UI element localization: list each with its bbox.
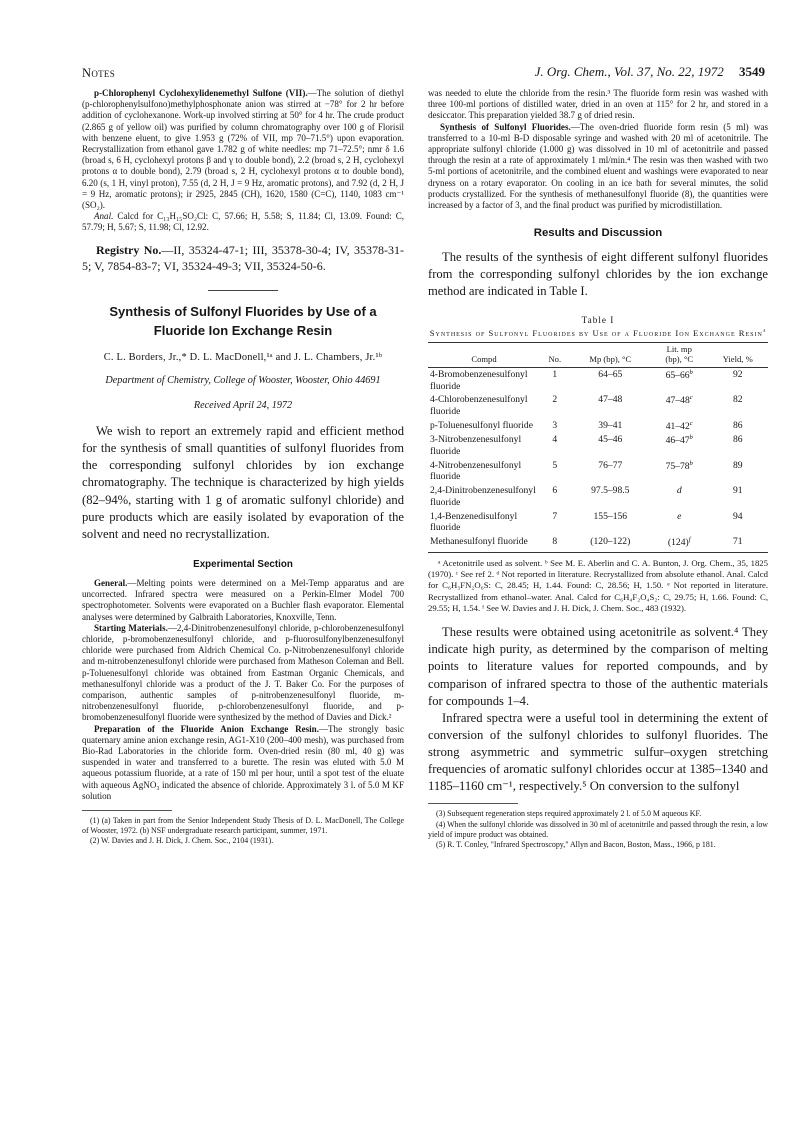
footnote-rule-right	[428, 803, 518, 804]
cell-mp	[570, 367, 651, 393]
cell-lit-mp	[651, 393, 707, 418]
cell-number-text: 2	[552, 394, 558, 406]
anal-label: Anal.	[94, 211, 114, 222]
received-date: Received April 24, 1972	[193, 400, 293, 412]
cell-yield	[707, 459, 768, 484]
lit-note-mark: b	[689, 459, 693, 467]
results-intro	[428, 249, 768, 300]
registry-label: Registry No.	[96, 242, 162, 257]
cell-mp	[570, 419, 651, 434]
cell-mp-text: 155–156	[593, 510, 628, 522]
cell-yield-text: 91	[732, 485, 743, 497]
cell-number-text: 8	[552, 535, 558, 547]
synthesis-label: Synthesis of Sulfonyl Fluorides.	[440, 121, 571, 132]
cell-compound-text: Methanesulfonyl fluoride	[430, 535, 528, 547]
table-row	[428, 484, 768, 509]
lit-note-mark: c	[689, 419, 693, 427]
col-lit-mp-line1: Lit. mp	[666, 344, 692, 355]
prev-article-experimental	[82, 88, 404, 234]
cell-yield-text: 92	[732, 368, 743, 380]
experimental-heading: Experimental Section	[193, 558, 293, 570]
cell-number	[540, 535, 570, 552]
starting-materials-paragraph	[82, 623, 404, 724]
table-row	[428, 367, 768, 393]
cell-mp	[570, 393, 651, 418]
cell-lit-mp	[651, 459, 707, 484]
registry-numbers	[82, 242, 404, 275]
cell-number	[540, 433, 570, 458]
general-label: General.	[94, 577, 128, 588]
cell-yield	[707, 484, 768, 509]
synthesis-text: —The oven-dried fluoride form resin (5 ml) was transferred to a 10-ml B-D disposable syringe and washed with 20 ml of acetonitrile. The appropriate sulfonyl chloride (1.000 g) was dissolved in 10 ml of acetonitrile and passed through the resin at a rate of approximately 1 ml/min.⁴ The resin was then washed with two 5-ml portions of acetonitrile, and the combined eluent and washings were evaporated to near dryness on a rotary evaporator. On cooling in an ice bath for several minutes, the solid products crystallized. For the synthesis of methanesulfonyl fluoride (8), the quantities were increased by a factor of 3, and the final product was purified by microdistillation.	[428, 121, 768, 211]
table-row	[428, 535, 768, 552]
results-discussion	[428, 624, 768, 795]
abstract-text: We wish to report an extremely rapid and efficient method for the synthesis of small quantities of sulfonyl fluorides from the corresponding sulfonyl chlorides by ion exchange chromatography. The technique is characterized by high yields (82–94%, starting with 1 g of aromatic sulfonyl chloride) and pure products which are easily isolated by evaporation of the solvent and need no recrystallization.	[82, 424, 404, 541]
article-divider	[208, 290, 278, 291]
cell-mp	[570, 535, 651, 552]
cell-yield-text: 82	[732, 394, 743, 406]
cell-lit-mp	[651, 433, 707, 458]
cell-mp-text: 64–65	[598, 368, 623, 380]
col-mp: Mp (bp), °C	[570, 343, 651, 368]
results-table	[428, 342, 768, 553]
col-compd: Compd	[428, 343, 540, 368]
resin-prep-continued: was needed to elute the chloride from the resin.³ The fluoride form resin was washed with three 100-ml portions of distilled water, dried in an oven at 115° for 2 hr, and stored in a desiccator. This preparation yielded 38.7 g of dried resin.	[428, 88, 768, 121]
lit-note-mark: b	[689, 368, 693, 376]
analysis-paragraph	[82, 211, 404, 233]
registry-text: —II, 35324-47-1; III, 35378-30-4; IV, 35378-31-5; V, 7854-83-7; VI, 35324-49-3; VII, 35324-50-6.	[82, 242, 405, 273]
cell-number-text: 3	[552, 419, 558, 431]
cell-yield-text: 86	[732, 419, 743, 431]
cell-lit-mp	[651, 535, 707, 552]
prep-label: Preparation of the Fluoride Anion Exchange Resin.	[94, 723, 319, 734]
table-row	[428, 510, 768, 535]
cell-number-text: 7	[552, 510, 558, 522]
cell-lit-mp	[651, 484, 707, 509]
general-text: —Melting points were determined on a Mel-Temp apparatus and are uncorrected. Infrared spectra were measured on a Perkin-Elmer Model 700 spectrophotometer. Solvents were evaporated on a Buchler flash evaporator. Elemental analyses were determined by Galbraith Laboratories, Knoxville, Tenn.	[82, 577, 404, 622]
results-heading: Results and Discussion	[533, 227, 663, 240]
cell-number	[540, 419, 570, 434]
table-row	[428, 419, 768, 434]
cell-yield-text: 71	[732, 535, 743, 547]
lit-note-mark: f	[688, 535, 691, 543]
cell-yield	[707, 393, 768, 418]
cell-mp-text: 97.5–98.5	[591, 485, 630, 497]
cell-lit-mp-text: d	[676, 485, 682, 497]
table-label: Table I	[581, 314, 615, 325]
cell-yield	[707, 433, 768, 458]
cell-number-text: 6	[552, 485, 558, 497]
page-number: 3549	[739, 64, 765, 79]
left-column	[82, 88, 404, 1117]
cell-number	[540, 484, 570, 509]
cell-compound	[428, 393, 540, 418]
cell-lit-mp-text: 65–66	[665, 369, 690, 381]
cell-number	[540, 510, 570, 535]
lit-note-mark: c	[689, 394, 693, 402]
cell-yield	[707, 510, 768, 535]
footnotes-right	[428, 809, 768, 849]
cell-yield-text: 86	[732, 434, 743, 446]
compound-paragraph	[82, 88, 404, 211]
page-header-left: Notes	[82, 66, 116, 80]
cell-lit-mp	[651, 419, 707, 434]
table-caption-text: Synthesis of Sulfonyl Fluorides by Use of a Fluoride Ion Exchange Resin	[429, 327, 763, 338]
col-no: No.	[540, 343, 570, 368]
resin-prep-paragraph	[82, 724, 404, 802]
right-column	[428, 88, 768, 1117]
cell-mp	[570, 459, 651, 484]
footnote-5: (5) R. T. Conley, "Infrared Spectroscopy," Allyn and Bacon, Boston, Mass., 1966, p 181.	[436, 839, 716, 849]
page-header-right	[535, 64, 765, 80]
cell-compound-text: 1,4-Benzenedisulfonyl fluoride	[430, 510, 518, 534]
article-affiliation: Department of Chemistry, College of Wooster, Wooster, Ohio 44691	[105, 375, 381, 387]
cell-lit-mp-text: e	[677, 510, 682, 522]
cell-compound	[428, 510, 540, 535]
cell-number-text: 1	[552, 368, 558, 380]
cell-lit-mp-text: 47–48	[665, 395, 690, 407]
cell-number-text: 4	[552, 434, 558, 446]
abstract	[82, 423, 404, 543]
cell-yield-text: 89	[732, 459, 743, 471]
cell-compound-text: p-Toluenesulfonyl fluoride	[430, 419, 533, 431]
table-footnotes	[428, 558, 768, 615]
cell-compound	[428, 459, 540, 484]
col-lit-mp	[651, 343, 707, 368]
cell-compound-text: 4-Nitrobenzenesulfonyl fluoride	[430, 459, 522, 483]
prep-text: —The strongly basic quaternary amine anion exchange resin, AG1-X10 (200–400 mesh), was purchased from Bio-Rad Laboratories in the chloride form. Oven-dried resin (80 ml, 40 g) was suspended in water and transferred to a burette. The resin was eluted with 5.0 M aqueous potassium fluoride, at a rate of 150 ml per hour, until a spot test of the eluate with aqueous AgNO₃ indicated the absence of chloride. Approximately 3 l. of 5.0 M KF solution	[82, 723, 404, 801]
table-row	[428, 393, 768, 418]
table-caption	[428, 327, 768, 339]
cell-compound-text: 4-Chlorobenzenesulfonyl fluoride	[430, 394, 528, 417]
col-yield: Yield, %	[707, 343, 768, 368]
cell-compound-text: 3-Nitrobenzenesulfonyl fluoride	[430, 434, 522, 458]
table-row	[428, 459, 768, 484]
table-body	[428, 367, 768, 552]
cell-compound	[428, 535, 540, 552]
cell-compound-text: 2,4-Dinitrobenzenesulfonyl fluoride	[430, 485, 536, 508]
cell-lit-mp-text: 46–47	[665, 435, 690, 447]
cell-yield	[707, 419, 768, 434]
cell-compound	[428, 433, 540, 458]
cell-lit-mp-text: (124)	[667, 536, 689, 548]
cell-mp-text: (120–122)	[590, 535, 631, 547]
cell-lit-mp-text: 41–42	[665, 420, 690, 432]
cell-lit-mp	[651, 367, 707, 393]
synthesis-paragraph	[428, 122, 768, 212]
footnote-4: (4) When the sulfonyl chloride was dissolved in 30 ml of acetonitrile and passed through the resin, a low yield of impure product was obtained.	[428, 819, 768, 839]
table-header-row	[428, 343, 768, 368]
general-paragraph	[82, 578, 404, 623]
anal-text: Calcd for C₁₃H₁₅SO₂Cl: C, 57.66; H, 5.58; S, 11.84; Cl, 13.09. Found: C, 57.79; H, 5.67; S, 11.98; Cl, 12.92.	[82, 211, 405, 233]
results-paragraph-1: The results of the synthesis of eight different sulfonyl fluorides from the corresponding sulfonyl chlorides by the ion exchange method are indicated in Table I.	[428, 250, 768, 299]
cell-yield-text: 94	[732, 510, 743, 522]
cell-number	[540, 459, 570, 484]
cell-lit-mp-text: 75–78	[665, 460, 690, 472]
starting-label: Starting Materials.	[94, 622, 168, 633]
table-row	[428, 433, 768, 458]
cell-mp-text: 76–77	[598, 459, 623, 471]
article-authors: C. L. Borders, Jr.,* D. L. MacDonell,¹ᵃ and J. L. Chambers, Jr.¹ᵇ	[103, 352, 383, 364]
experimental-body	[82, 578, 404, 802]
footnote-1: (1) (a) Taken in part from the Senior Independent Study Thesis of D. L. MacDonell, The College of Wooster, 1972. (b) NSF undergraduate research participant, summer, 1971.	[82, 815, 404, 836]
footnotes-left	[82, 816, 404, 846]
cell-mp-text: 47–48	[598, 394, 623, 406]
results-paragraph-2: These results were obtained using acetonitrile as solvent.⁴ They indicate high purity, as determined by the comparison of melting points to literature values for reported compounds, and by comparison of infrared spectra to those of the authentic materials for compounds 1–4.	[428, 625, 768, 708]
cell-yield	[707, 367, 768, 393]
cell-compound	[428, 484, 540, 509]
footnote-rule-left	[82, 810, 172, 811]
cell-number-text: 5	[552, 459, 558, 471]
table-notes-text: ᵃ Acetonitrile used as solvent. ᵇ See M. E. Aberlin and C. A. Bunton, J. Org. Chem., 35, 1825 (1970). ᶜ See ref 2. ᵈ Not reported in literature. Recrystallized from absolute ethanol. Anal. Calcd for C₆H₃FN₂O₆S: C, 28.45; H, 1.44. Found: C, 28.56; H, 1.50. ᵉ Not reported in literature. Recrystallized from ethanol–water. Anal. Calcd for C₆H₄F₂O₄S₂: C, 29.75; H, 1.66. Found: C, 29.55; H, 1.54. ᶠ See W. Davies and J. H. Dick, J. Chem. Soc., 483 (1932).	[428, 557, 768, 613]
footnote-2: (2) W. Davies and J. H. Dick, J. Chem. Soc., 2104 (1931).	[90, 836, 274, 846]
cell-mp-text: 45–46	[598, 434, 623, 446]
compound-heading: p-Chlorophenyl Cyclohexylidenemethyl Sulfone (VII).	[94, 88, 308, 98]
article-title: Synthesis of Sulfonyl Fluorides by Use of a Fluoride Ion Exchange Resin	[109, 304, 377, 338]
lit-note-mark: b	[689, 434, 693, 442]
table-caption-mark: a	[762, 327, 767, 334]
col-lit-mp-line2: (bp), °C	[665, 353, 694, 364]
cell-mp	[570, 433, 651, 458]
cell-lit-mp	[651, 510, 707, 535]
cell-mp	[570, 484, 651, 509]
cell-number	[540, 393, 570, 418]
cell-compound	[428, 419, 540, 434]
experimental-continued	[428, 88, 768, 211]
cell-mp-text: 39–41	[598, 419, 623, 431]
compound-text: —The solution of diethyl (p-chlorophenylsulfono)methylphosphonate anion was stirred at −78° for 2 hr before addition of cyclohexanone. Work-up involved stirring at 50° for 4 hr. The crude product (2.865 g of yellow oil) was purified by column chromatography over 100 g of Florisil with benzene eluent, to give 1.953 g (72% of VII, mp 70–71.5°) upon evaporation. Recrystallization from ethanol gave 1.782 g of white needles: mp 71–72.5°; nmr δ 1.6 (broad s, 6 H, cyclohexyl protons β and γ to double bond), 2.2 (broad s, 2 H, cyclohexyl protons α to double bond), 2.79 (broad s, 2 H, cyclohexyl protons α to double bond), 6.20 (s, 1 H, vinyl proton), 7.55 (d, 2 H, J = 9 Hz, aromatic protons), and 7.92 (d, 2 H, J = 9 Hz, aromatic protons); ir 2925, 2845 (CH), 1620, 1580 (C=C), 1140, 1083 cm⁻¹ (SO₂).	[82, 88, 404, 211]
cell-compound-text: 4-Bromobenzenesulfonyl fluoride	[430, 368, 528, 392]
footnote-3: (3) Subsequent regeneration steps required approximately 2 l. of 5.0 M aqueous KF.	[436, 809, 702, 819]
starting-text: —2,4-Dinitrobenzenesulfonyl chloride, p-chlorobenzenesulfonyl chloride, p-bromobenzenesulfonyl chloride, and p-fluorosulfonylbenzenesulfonyl chloride were purchased from Aldrich Chemical Co. p-Nitrobenzenesulfonyl chloride and m-nitrobenzenesulfonyl chloride were purchased from Matheson Coleman and Bell. p-Toluenesulfonyl chloride was obtained from Eastman Organic Chemicals, and methanesulfonyl chloride was a product of the J. T. Baker Co. For the purposes of comparison, authentic samples of p-nitrobenzenesulfonyl fluoride, m-nitrobenzenesulfonyl fluoride, p-chlorobenzenesulfonyl fluoride, and p-bromobenzenesulfonyl fluoride were synthesized by the method of Davies and Dick.²	[82, 622, 404, 723]
journal-citation: J. Org. Chem., Vol. 37, No. 22, 1972	[534, 64, 724, 79]
cell-compound	[428, 367, 540, 393]
cell-number	[540, 367, 570, 393]
results-paragraph-3: Infrared spectra were a useful tool in determining the extent of conversion of the sulfonyl chlorides to sulfonyl fluorides. The strong asymmetric and symmetric sulfur–oxygen stretching frequencies of aromatic sulfonyl chlorides occur at 1385–1340 and 1185–1160 cm⁻¹, respectively.⁵ On conversion to the sulfonyl	[428, 710, 768, 794]
cell-yield	[707, 535, 768, 552]
cell-mp	[570, 510, 651, 535]
